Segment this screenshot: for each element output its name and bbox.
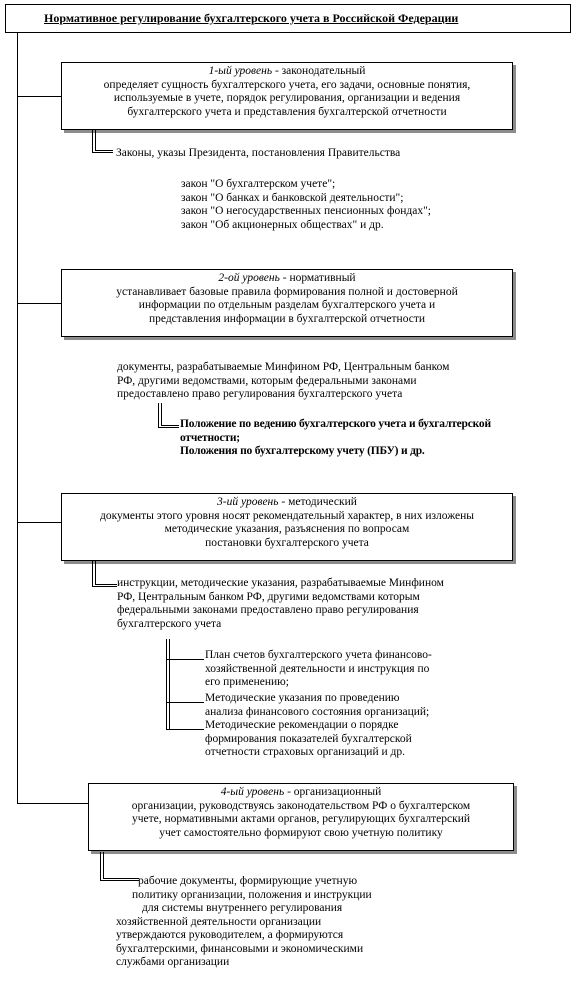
level-1-heading (62, 65, 512, 79)
level-4-docs-line: рабочие документы, формирующие учетную (138, 875, 358, 887)
level-2-bold-line: отчетности; (180, 431, 240, 444)
level-1-desc-line: определяет сущность бухгалтерского учета, его задачи, основные понятия, (103, 78, 471, 91)
level-4-label: 4-ый уровень (220, 786, 285, 798)
level-4-box (88, 783, 514, 851)
level-2-type: - нормативный (279, 272, 356, 284)
level-3-item (205, 719, 412, 760)
level-3-item-line: анализа финансового состояния организаций; (205, 705, 430, 718)
level-2-desc-line: устанавливает базовые правила формирования полной и достоверной (116, 285, 458, 298)
law-item: закон "О негосударственных пенсионных фондах"; (181, 205, 432, 217)
level-3-item (205, 649, 432, 690)
diagram-title: Нормативное регулирование бухгалтерского учета в Российской Федерации (5, 4, 571, 33)
level-3-docs (117, 577, 444, 631)
connector-level-4 (17, 803, 88, 804)
level-4-docs-line: бухгалтерскими, финансовыми и экономическими (116, 942, 364, 955)
level-3-item-line: хозяйственной деятельности и инструкция по (205, 662, 430, 675)
level-4-heading (89, 786, 513, 800)
level-4-desc-line: учет самостоятельно формируют свою учетную политику (159, 826, 443, 839)
level-2-heading (62, 272, 512, 286)
level-4-type: - организационный (284, 786, 382, 798)
connector-level-1 (17, 96, 61, 97)
level-3-item-line: Методические рекомендации о порядке (205, 719, 399, 731)
level-3-item (205, 692, 429, 719)
level-4-docs-line: утверждаются руководителем, а формируются (116, 929, 344, 941)
level-4-docs-line: хозяйственной деятельности организации (116, 915, 322, 928)
level-4-docs-line: для системы внутреннего регулирования (142, 902, 343, 914)
level-3-desc-line: документы этого уровня носят рекомендательный характер, в них изложены (99, 509, 475, 522)
level-4-desc-line: организации, руководствуясь законодательством РФ о бухгалтерском (131, 799, 471, 812)
level-2-docs-line: предоставлено право регулирования бухгалтерского учета (117, 388, 403, 400)
law-item: закон "Об акционерных обществах" и др. (181, 218, 384, 231)
level-3-docs-line: федеральными законами предоставлено право регулирования (117, 604, 419, 616)
law-item: закон "О банках и банковской деятельности"; (181, 191, 404, 204)
level-2-label: 2-ой уровень (218, 272, 280, 284)
level-3-item-line: формирования показателей бухгалтерской (205, 732, 412, 745)
connector-level-1-sub-inner (95, 130, 113, 151)
connector-level-3 (17, 522, 61, 523)
level-3-type: - методический (278, 496, 357, 508)
main-spine-line (17, 33, 18, 804)
level-3-item-line: его применению; (205, 676, 289, 688)
level-3-item-connector (166, 702, 204, 703)
level-3-item-connector (166, 729, 204, 730)
level-4-docs (116, 875, 372, 970)
level-1-box (61, 62, 513, 130)
level-2-desc-line: информации по отдельным разделам бухгалтерского учета и (138, 299, 436, 311)
level-3-item-line: Методические указания по проведению (205, 692, 400, 704)
level-3-desc-line: методические указания, разъяснения по вопросам (164, 523, 410, 535)
level-3-heading (62, 496, 512, 510)
level-1-type: - законодательный (272, 65, 366, 77)
level-3-label: 3-ий уровень (217, 496, 279, 508)
level-3-items-spine (166, 639, 167, 730)
connector-level-3-sub-inner (95, 561, 117, 585)
level-1-label: 1-ый уровень (208, 65, 273, 77)
level-1-desc-line: бухгалтерского учета и представления бухгалтерской отчетности (127, 105, 447, 118)
level-3-docs-line: бухгалтерского учета (117, 617, 222, 630)
level-2-docs (117, 361, 449, 402)
level-2-bold-line: Положения по бухгалтерскому учету (ПБУ) и др. (180, 445, 425, 457)
level-2-desc-line: представления информации в бухгалтерской отчетности (148, 312, 426, 325)
level-2-docs-line: документы, разрабатываемые Минфином РФ, Центральным банком (117, 361, 450, 373)
level-1-desc-line: используемые в учете, порядок регулирования, организации и ведения (113, 92, 461, 104)
level-3-docs-line: РФ, Центральным банком РФ, другими ведомствами которым (117, 590, 420, 603)
level-4-docs-line: службами организации (116, 956, 230, 968)
level-3-desc-line: постановки бухгалтерского учета (205, 536, 369, 549)
level-4-desc-line: учете, нормативными актами органов, регулирующих бухгалтерский (131, 813, 471, 825)
law-item: закон "О бухгалтерском учете"; (181, 178, 336, 190)
level-2-docs-line: РФ, другими ведомствами, которым федеральными законами (117, 374, 417, 387)
connector-level-2-sub-inner (161, 403, 179, 426)
level-3-box (61, 493, 513, 561)
level-3-item-connector (166, 659, 204, 660)
laws-list (181, 178, 431, 232)
level-3-item-line: План счетов бухгалтерского учета финансово- (205, 649, 432, 661)
level-3-items-spine-inner (169, 639, 170, 730)
level-3-docs-line: инструкции, методические указания, разрабатываемые Минфином (117, 577, 444, 589)
level-4-docs-line: политику организации, положения и инструкции (132, 888, 372, 901)
level-3-item-line: отчетности страховых организаций и др. (205, 746, 405, 758)
level-2-bold-list (180, 418, 491, 459)
level-2-bold-line: Положение по ведению бухгалтерского учета и бухгалтерской (180, 418, 491, 430)
connector-level-2 (17, 303, 61, 304)
level-2-box (61, 269, 513, 337)
level-1-sub-text: Законы, указы Президента, постановления Правительства (116, 147, 401, 159)
